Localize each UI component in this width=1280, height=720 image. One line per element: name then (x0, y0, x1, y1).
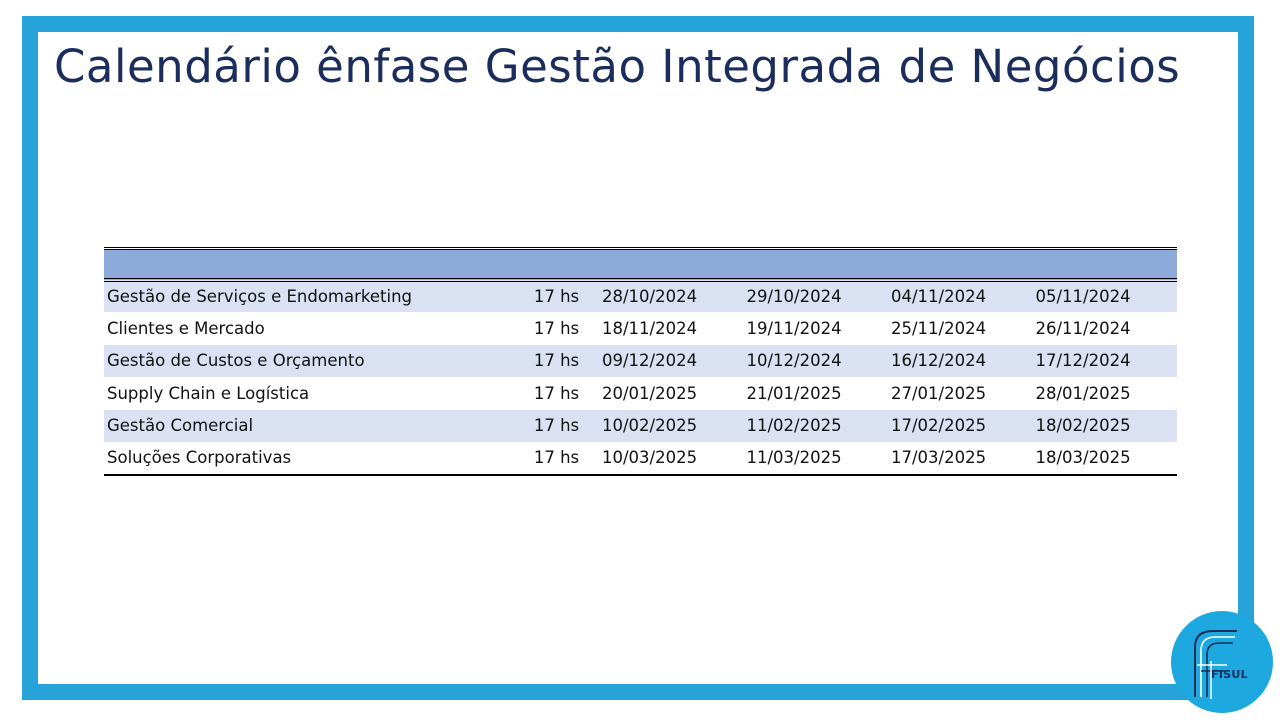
module-name: Gestão de Serviços e Endomarketing (104, 280, 514, 313)
module-name: Gestão de Custos e Orçamento (104, 345, 514, 378)
header-cell (599, 249, 744, 280)
date-3: 16/12/2024 (888, 345, 1033, 378)
module-name: Supply Chain e Logística (107, 383, 310, 403)
date-1: 09/12/2024 (599, 345, 744, 378)
header-cell (514, 249, 599, 280)
date-1: 10/02/2025 (599, 410, 744, 443)
date-3: 25/11/2024 (891, 318, 987, 338)
date-2: 21/01/2025 (746, 383, 842, 403)
header-cell (744, 249, 889, 280)
module-name: Soluções Corporativas (104, 442, 514, 475)
schedule-table (104, 247, 1177, 476)
header-cell (1033, 249, 1178, 280)
fisul-f-icon (1171, 611, 1273, 713)
date-4: 28/01/2025 (1035, 383, 1131, 403)
header-cell (104, 249, 514, 280)
module-name: Clientes e Mercado (107, 318, 265, 338)
date-3: 17/02/2025 (888, 410, 1033, 443)
table-header-row (104, 249, 1177, 280)
module-hours: 17 hs (514, 345, 599, 378)
slide-title: Calendário ênfase Gestão Integrada de Negócios (54, 40, 1181, 93)
date-2: 19/11/2024 (746, 318, 842, 338)
module-hours: 17 hs (533, 383, 580, 403)
module-hours: 17 hs (533, 318, 580, 338)
date-2: 11/03/2025 (744, 442, 889, 475)
date-2: 11/02/2025 (744, 410, 889, 443)
date-1: 28/10/2024 (599, 280, 744, 313)
date-1: 20/01/2025 (602, 383, 698, 403)
table-row (104, 410, 1177, 443)
module-hours: 17 hs (514, 442, 599, 475)
table-row (104, 442, 1177, 475)
table-row (104, 345, 1177, 378)
date-4: 17/12/2024 (1033, 345, 1178, 378)
logo-text: FISUL (1211, 668, 1248, 681)
date-4: 18/02/2025 (1033, 410, 1178, 443)
date-3: 27/01/2025 (891, 383, 987, 403)
table-row (104, 312, 1177, 345)
date-3: 17/03/2025 (888, 442, 1033, 475)
module-hours: 17 hs (514, 280, 599, 313)
date-4: 26/11/2024 (1035, 318, 1131, 338)
table-row (104, 377, 1177, 410)
date-1: 18/11/2024 (602, 318, 698, 338)
module-name: Gestão Comercial (104, 410, 514, 443)
header-cell (888, 249, 1033, 280)
module-hours: 17 hs (514, 410, 599, 443)
date-4: 18/03/2025 (1033, 442, 1178, 475)
date-2: 29/10/2024 (744, 280, 889, 313)
table-row (104, 280, 1177, 313)
fisul-logo (1171, 611, 1273, 713)
date-2: 10/12/2024 (744, 345, 889, 378)
date-4: 05/11/2024 (1033, 280, 1178, 313)
date-1: 10/03/2025 (599, 442, 744, 475)
date-3: 04/11/2024 (888, 280, 1033, 313)
